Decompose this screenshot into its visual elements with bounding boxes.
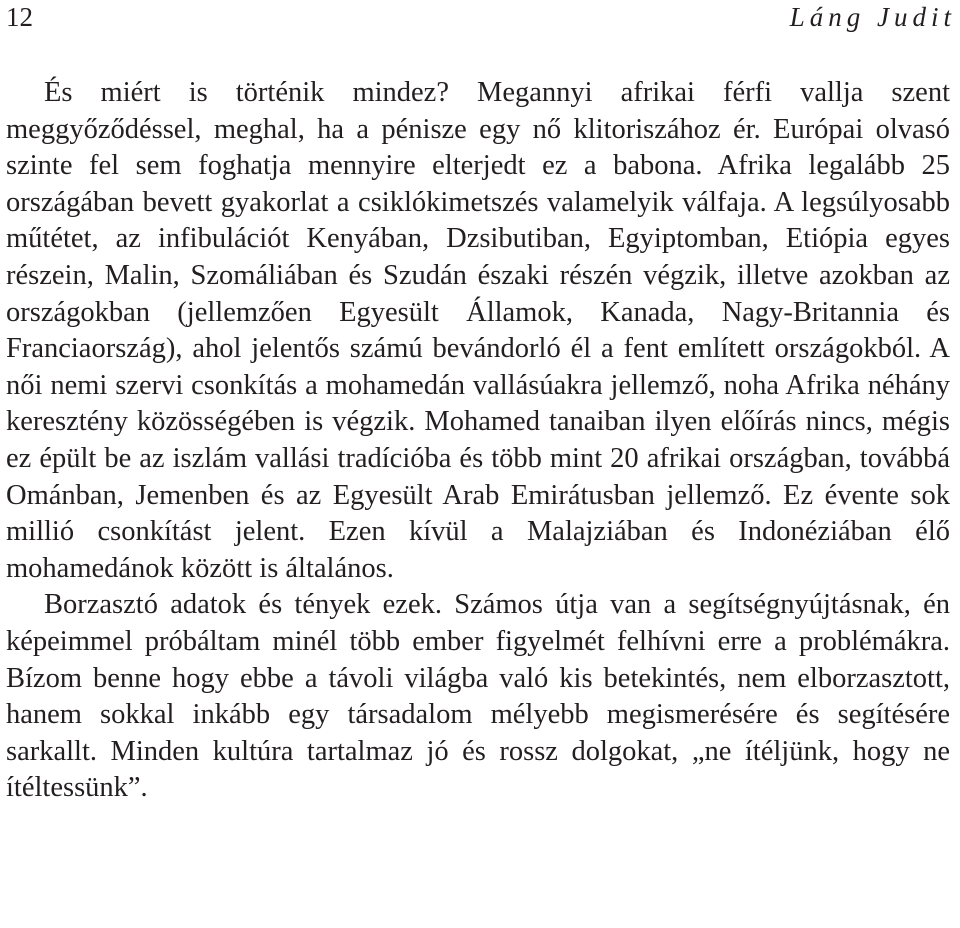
paragraph-2: Borzasztó adatok és tények ezek. Számos útja van a segítségnyújtásnak, én képeimmel próbáltam minél több ember figyelmét felhívni erre a problémákra. Bízom benne hogy ebbe a távoli világba való kis betekintés, nem elborzasztott, hanem sokkal inkább egy társadalom mélyebb megismerésére és segítésére sarkallt. Minden kultúra tartalmaz jó és rossz dolgokat, „ne ítéljünk, hogy ne ítéltessünk”. xyxy=(6,589,950,804)
body-text xyxy=(6,75,950,807)
page-header xyxy=(6,0,956,34)
page-number: 12 xyxy=(6,2,33,32)
running-head-author: Láng Judit xyxy=(789,2,956,32)
paragraph-1: És miért is történik mindez? Megannyi afrikai férfi vallja szent meggyőződéssel, meghal, ha a pénisze egy nő klitoriszához ér. Európai olvasó szinte fel sem foghatja mennyire elterjedt ez a babona. Afrika legalább 25 országában bevett gyakorlat a csiklókimetszés valamelyik válfaja. A legsúlyosabb műtétet, az infibulációt Kenyában, Dzsibutiban, Egyiptomban, Etiópia egyes részein, Malin, Szomáliában és Szudán északi részén végzik, illetve azokban az országokban (jellemzően Egyesült Államok, Kanada, Nagy-Britannia és Franciaország), ahol jelentős számú bevándorló él a fent említett országokból. A női nemi szervi csonkítás a mohamedán vallásúakra jellemző, noha Afrika néhány keresztény közösségében is végzik. Mohamed tanaiban ilyen előírás nincs, mégis ez épült be az iszlám vallási tradícióba és több mint 20 afrikai országban, továbbá Ománban, Jemenben és az Egyesült Arab Emirátusban jellemző. Ez évente sok millió csonkítást jelent. Ezen kívül a Malajziában és Indonéziában élő mohamedánok között is általános. xyxy=(6,77,950,584)
